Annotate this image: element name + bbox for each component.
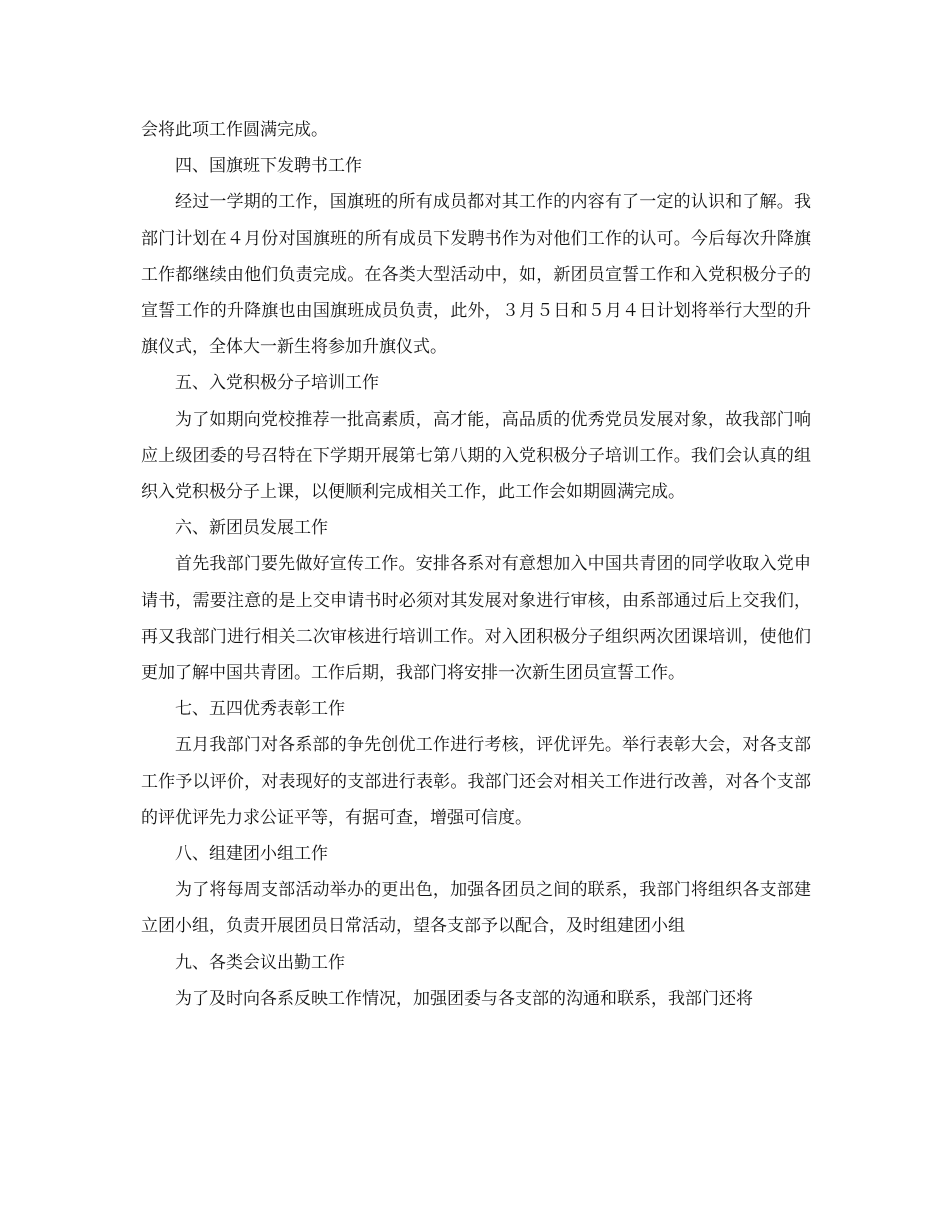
- section-body-5: 为了如期向党校推荐一批高素质，高才能，高品质的优秀党员发展对象，故我部门响应上级团委的号召特在下学期开展第七第八期的入党积极分子培训工作。我们会认真的组织入党积极分子上课，以便顺利完成相关工作，此工作会如期圆满完成。: [141, 409, 811, 503]
- section-heading-6: 六、新团员发展工作: [175, 518, 328, 539]
- section-heading-5: 五、入党积极分子培训工作: [175, 373, 379, 394]
- section-body-8: 为了将每周支部活动举办的更出色，加强各团员之间的联系，我部门将组织各支部建立团小组，负责开展团员日常活动，望各支部予以配合，及时组建团小组: [141, 880, 811, 937]
- document-body: [141, 112, 811, 1017]
- section-heading-8: 八、组建团小组工作: [175, 844, 328, 865]
- section-heading-9: 九、各类会议出勤工作: [175, 952, 345, 973]
- section-body-9: 为了及时向各系反映工作情况，加强团委与各支部的沟通和联系，我部门还将: [175, 988, 753, 1009]
- section-body-6: 首先我部门要先做好宣传工作。安排各系对有意想加入中国共青团的同学收取入党申请书，需要注意的是上交申请书时必须对其发展对象进行审核，由系部通过后上交我们，再又我部门进行相关二次审核进行培训工作。对入团积极分子组织两次团课培训，使他们更加了解中国共青团。工作后期，我部门将安排一次新生团员宣誓工作。: [141, 554, 811, 684]
- section-body-7: 五月我部门对各系部的争先创优工作进行考核，评优评先。举行表彰大会，对各支部工作予以评价，对表现好的支部进行表彰。我部门还会对相关工作进行改善，对各个支部的评优评先力求公证平等，有据可查，增强可信度。: [141, 735, 811, 828]
- section-heading-4: 四、国旗班下发聘书工作: [175, 156, 362, 177]
- section-heading-7: 七、五四优秀表彰工作: [175, 699, 345, 720]
- paragraph-continuation: 会将此项工作圆满完成。: [141, 120, 328, 140]
- section-body-4: 经过一学期的工作，国旗班的所有成员都对其工作的内容有了一定的认识和了解。我部门计划在４月份对国旗班的所有成员下发聘书作为对他们工作的认可。今后每次升降旗工作都继续由他们负责完成。在各类大型活动中，如，新团员宣誓工作和入党积极分子的宣誓工作的升降旗也由国旗班成员负责，此外，３月５日和５月４日计划将举行大型的升旗仪式，全体大一新生将参加升旗仪式。: [141, 192, 811, 358]
